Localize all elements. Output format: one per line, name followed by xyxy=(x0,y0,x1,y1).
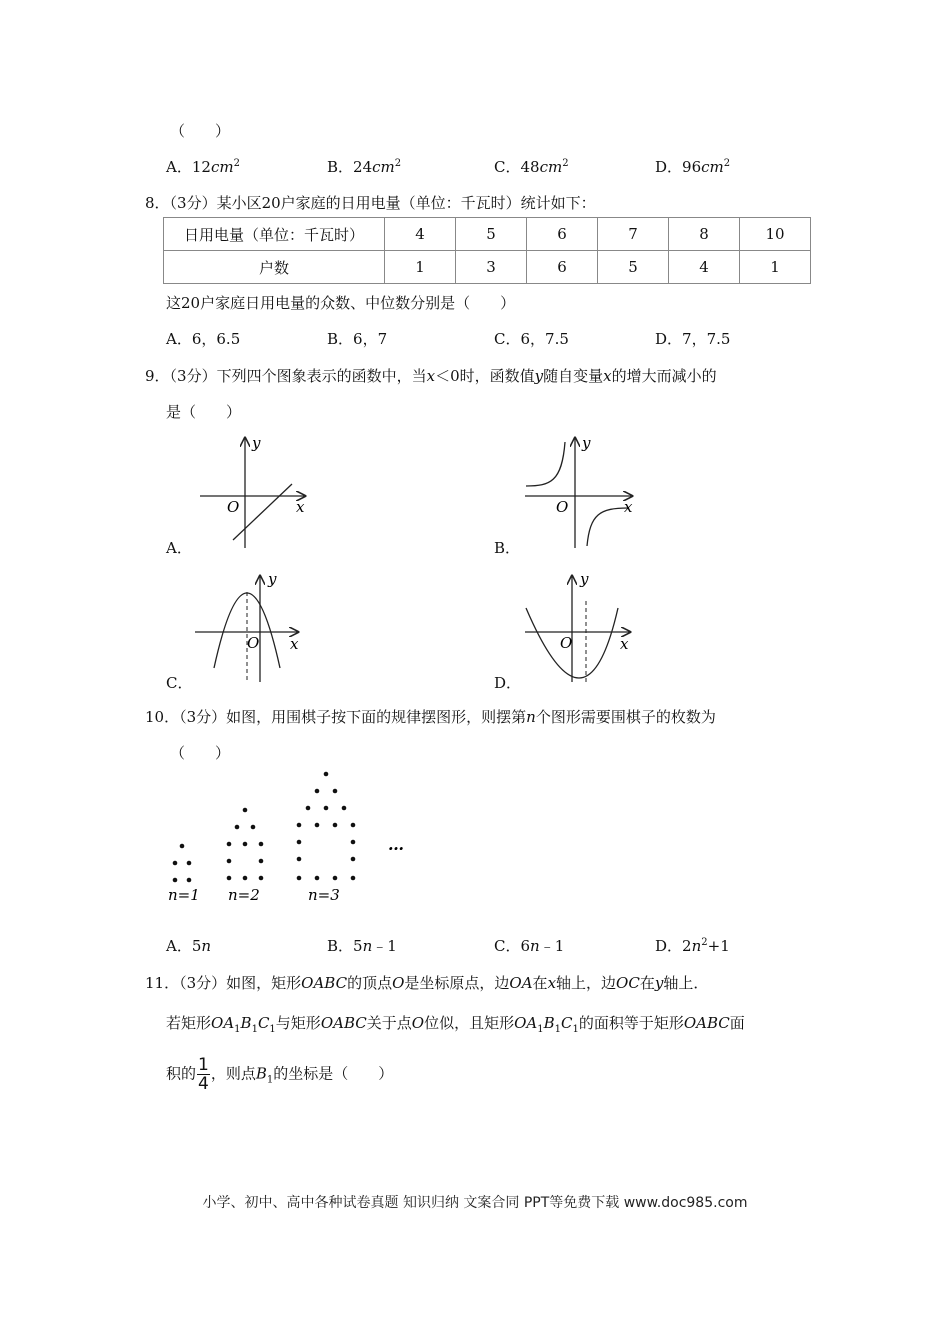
y-label: y xyxy=(580,570,589,588)
figure-n3 xyxy=(297,772,356,881)
line-graph xyxy=(233,484,292,540)
x-label: x xyxy=(290,635,299,653)
q8-option-d: D．7，7.5 xyxy=(655,330,731,348)
hyperbola-branch-right xyxy=(587,508,628,546)
q7-option-d: D．$96cm^2$ xyxy=(655,158,731,176)
q9-label-c: C． xyxy=(166,674,193,692)
q8-stem: 8．（3分）某小区20户家庭的日用电量（单位：千瓦时）统计如下： xyxy=(145,194,596,212)
q10-option-d: D．$2n^2+1$ xyxy=(655,937,730,955)
table-cell: 6 xyxy=(527,218,598,251)
figure-n1 xyxy=(173,844,192,883)
table-cell: 4 xyxy=(385,218,456,251)
q10-option-c: C．6n﹣1 xyxy=(494,937,565,955)
figure-n2 xyxy=(227,808,264,881)
q9-label-b: B． xyxy=(494,539,521,557)
table-cell: 5 xyxy=(456,218,527,251)
q11-stem-line3: 积的 $\frac{1}{4}$ ，则点$B_1$的坐标是（ ） xyxy=(166,1055,394,1094)
fig-label-n3: n=3 xyxy=(308,886,340,904)
table-cell: 3 xyxy=(456,251,527,284)
graph-d-parabola-up xyxy=(520,570,645,685)
x-label: x xyxy=(624,498,633,516)
table-cell: 6 xyxy=(527,251,598,284)
q10-paren: （ ） xyxy=(170,744,231,762)
graph-a-linear xyxy=(190,432,315,552)
q8-option-a: A．6，6.5 xyxy=(166,330,241,348)
q7-paren: （ ） xyxy=(170,122,231,140)
q7-option-c: C．$48cm^2$ xyxy=(494,158,569,176)
origin-label: O xyxy=(556,498,569,516)
q8-option-b: B．6，7 xyxy=(327,330,388,348)
table-cell: 8 xyxy=(669,218,740,251)
origin-label: O xyxy=(227,498,240,516)
q9-stem: 9．（3分）下列四个图象表示的函数中，当x＜0时，函数值y随自变量x的增大而减小的 xyxy=(145,367,717,385)
electricity-table xyxy=(163,217,811,284)
hyperbola-branch-left xyxy=(526,442,565,486)
table-cell: 4 xyxy=(669,251,740,284)
q7-option-a: A．$12cm^2$ xyxy=(166,158,240,176)
q10-stem: 10．（3分）如图，用围棋子按下面的规律摆图形，则摆第n个图形需要围棋子的枚数为 xyxy=(145,708,716,726)
fraction-one-quarter: $\frac{1}{4}$ xyxy=(198,1055,209,1094)
footer-text: 小学、初中、高中各种试卷真题 知识归纳 文案合同 PPT等免费下载 www.doc985.com xyxy=(202,1195,748,1211)
origin-label: O xyxy=(560,634,573,652)
table-cell: 1 xyxy=(385,251,456,284)
table-cell: 5 xyxy=(598,251,669,284)
table-row xyxy=(164,251,811,284)
table-cell: 1 xyxy=(740,251,811,284)
q9-label-a: A． xyxy=(166,539,192,557)
q11-stem-line2: 若矩形$OA_1B_1C_1$与矩形OABC关于点O位似，且矩形$OA_1B_1C_1$的面积等于矩形OABC面 xyxy=(166,1014,745,1035)
x-label: x xyxy=(620,635,629,653)
graph-b-hyperbola xyxy=(520,432,645,552)
table-cell: 7 xyxy=(598,218,669,251)
y-label: y xyxy=(268,570,277,588)
table-header-cell: 日用电量（单位：千瓦时） xyxy=(164,218,385,251)
y-label: y xyxy=(582,434,591,452)
go-stone-pattern-figure xyxy=(160,766,420,906)
graph-c-parabola-down xyxy=(190,570,315,685)
q7-option-b: B．$24cm^2$ xyxy=(327,158,402,176)
table-row xyxy=(164,218,811,251)
q10-option-a: A．5n xyxy=(166,937,212,955)
origin-label: O xyxy=(247,634,260,652)
fig-label-n1: n=1 xyxy=(168,886,200,904)
q11-stem-line1: 11．（3分）如图，矩形OABC的顶点O是坐标原点，边OA在x轴上，边OC在y轴上． xyxy=(145,974,709,992)
q8-question: 这20户家庭日用电量的众数、中位数分别是（ ） xyxy=(166,294,516,312)
table-header-cell: 户数 xyxy=(164,251,385,284)
q10-option-b: B．5n﹣1 xyxy=(327,937,397,955)
q9-stem-line2: 是（ ） xyxy=(166,403,242,421)
fig-label-n2: n=2 xyxy=(228,886,260,904)
table-cell: 10 xyxy=(740,218,811,251)
ellipsis: … xyxy=(388,835,404,854)
x-label: x xyxy=(296,498,305,516)
y-label: y xyxy=(252,434,261,452)
q9-label-d: D． xyxy=(494,674,522,692)
q8-option-c: C．6，7.5 xyxy=(494,330,569,348)
